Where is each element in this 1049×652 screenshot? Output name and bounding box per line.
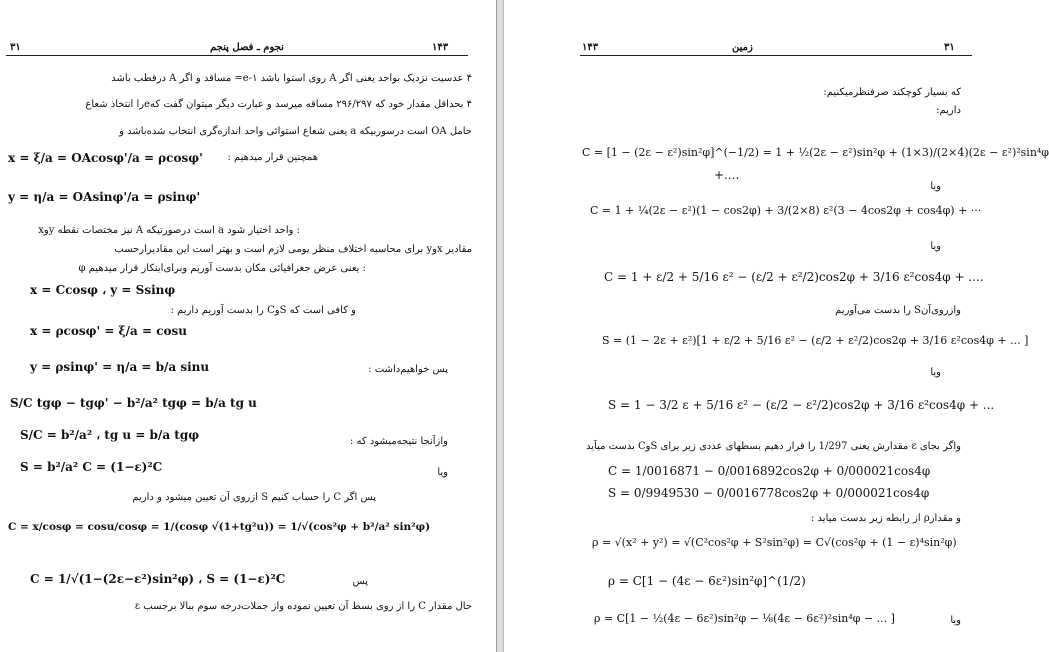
right-page-title: زمین (732, 42, 753, 53)
equation: C = x/cosφ = cosu/cosφ = 1/(cosφ √(1+tg²u)) = 1/√(cos²φ + b²/a² sin²φ) (8, 521, 431, 533)
equation: C = 1/0016871 − 0/0016892cos2φ + 0/000021cos4φ (608, 464, 931, 478)
equation: C = 1 + ¼(2ε − ε²)(1 − cos2φ) + 3/(2×8) ε²(3 − 4cos2φ + cos4φ) + ··· (590, 204, 982, 217)
text-line: ۴ عدسیت نزدیک بواحد یعنی اگر A روی استوا باشد ۱-e= مساقد و اگر A درقطب باشد (111, 73, 472, 84)
equation: S/C tgφ − tgφ' − b²/a² tgφ = b/a tg u (10, 396, 257, 410)
text-line: مقادیر xوy برای محاسبه اختلاف منظر یومی لازم است و بهتر است این مقادیرارحسب (114, 244, 472, 255)
equation: C = 1 + ε/2 + 5/16 ε² − (ε/2 + ε²/2)cos2φ + 3/16 ε²cos4φ + .... (604, 270, 984, 284)
right-page-number-left: ۱۴۳ (582, 42, 599, 53)
text-line: و مقدارρ از رابطه زیر بدست میاید : (811, 513, 961, 524)
equation: x = ξ/a = OAcosφ'/a = ρcosφ' (8, 151, 203, 165)
text-line: داریم: (936, 105, 961, 116)
equation: C = [1 − (2ε − ε²)sin²φ]^(−1/2) = 1 + ½(2ε − ε²)sin²φ + (1×3)/(2×4)(2ε − ε²)²sin⁴φ (582, 146, 1049, 159)
text-line: ۴ بحداقل مقدار خود که ۲۹۶/۲۹۷ مساقه میرسد و عبارت دیگر میتوان گفت کهeرا انتخاذ شعاع (85, 99, 472, 110)
equation: ρ = √(x² + y²) = √(C²cos²φ + S²sin²φ) = C√(cos²φ + (1 − ε)⁴sin²φ) (592, 536, 957, 549)
text-line: که بسیار کوچکند صرفنظرمیکنیم: (823, 87, 961, 98)
equation: y = ρsinφ' = η/a = b/a sinu (30, 360, 210, 374)
left-header-rule (6, 55, 468, 56)
equation: S = 0/9949530 − 0/0016778cos2φ + 0/000021cos4φ (608, 486, 930, 500)
text-line: ویا (930, 181, 941, 192)
left-page (0, 0, 496, 652)
equation: ρ = C[1 − ½(4ε − 6ε²)sin²φ − ⅛(4ε − 6ε²)²sin⁴φ − ... ] (594, 612, 895, 625)
text-line: حال مقدار C را از روی بسط آن تعیین نموده واز جملات‌درجه سوم ببالا برجسب ε (134, 601, 472, 612)
text-line: حامل OA است درسوربیکه a یعنی شعاع استوائی واحد اندازه‌گری انتخاب شده‌باشد و (119, 126, 472, 137)
text-line: وازآنجا نتیجه‌میشود که : (349, 436, 448, 447)
text-line: همچنین قرار میدهیم : (227, 152, 318, 163)
left-page-title: نجوم ـ فصل پنجم (210, 42, 284, 53)
equation: ρ = C[1 − (4ε − 6ε²)sin²φ]^(1/2) (608, 574, 806, 588)
equation: x = Ccosφ ، y = Ssinφ (30, 283, 176, 297)
text-line: ویا (950, 615, 961, 626)
equation: S = (1 − 2ε + ε²)[1 + ε/2 + 5/16 ε² − (ε/2 + ε²/2)cos2φ + 3/16 ε²cos4φ + ... ] (602, 334, 1029, 347)
left-page-number-right: ۱۴۳ (432, 42, 449, 53)
text-line: ویا (930, 241, 941, 252)
equation: x = ρcosφ' = ξ/a = cosu (30, 324, 188, 338)
right-header-rule (580, 55, 972, 56)
text-line: ویا (930, 367, 941, 378)
right-page (504, 0, 1049, 652)
equation: S = 1 − 3/2 ε + 5/16 ε² − (ε/2 − ε²/2)cos2φ + 3/16 ε²cos4φ + ... (608, 398, 995, 412)
text-line: پس (352, 576, 368, 587)
text-line: xوy نیز مختصات نقطه A است درصورتیکه a واحد اختیار شود : (38, 225, 300, 236)
equation: C = 1/√(1−(2ε−ε²)sin²φ) ، S = (1−ε)²C (30, 572, 286, 586)
text-line: واگر بجای ε مقدارش یعنی 1/297 را قرار دهیم بسطهای عددی زیر برای SوC بدست میآید (585, 441, 961, 452)
text-line: φ یعنی عرض جغرافیائی مکان بدست آوریم وبرای‌اینکار قرار میدهیم : (78, 263, 366, 274)
text-line: و کافی است که SوC را بدست آوریم داریم : (170, 305, 356, 316)
equation: y = η/a = OAsinφ'/a = ρsinφ' (8, 190, 201, 204)
text-line: پس خواهیم‌داشت : (368, 364, 448, 375)
text-line: ویا (437, 467, 448, 478)
text-line: وازروی‌آنS را بدست می‌آوریم (835, 305, 961, 316)
right-page-number-right: ۳۱ (944, 42, 955, 53)
text-line: پس اگر C را حساب کنیم S ازروی آن تعیین میشود و داریم (132, 492, 376, 503)
equation: +.... (714, 168, 740, 182)
left-page-number-left: ۳۱ (10, 42, 21, 53)
equation: S/C = b²/a² ، tg u = b/a tgφ (20, 428, 200, 442)
equation: S = b²/a² C = (1−ε)²C (20, 460, 163, 474)
book-gutter (496, 0, 504, 652)
